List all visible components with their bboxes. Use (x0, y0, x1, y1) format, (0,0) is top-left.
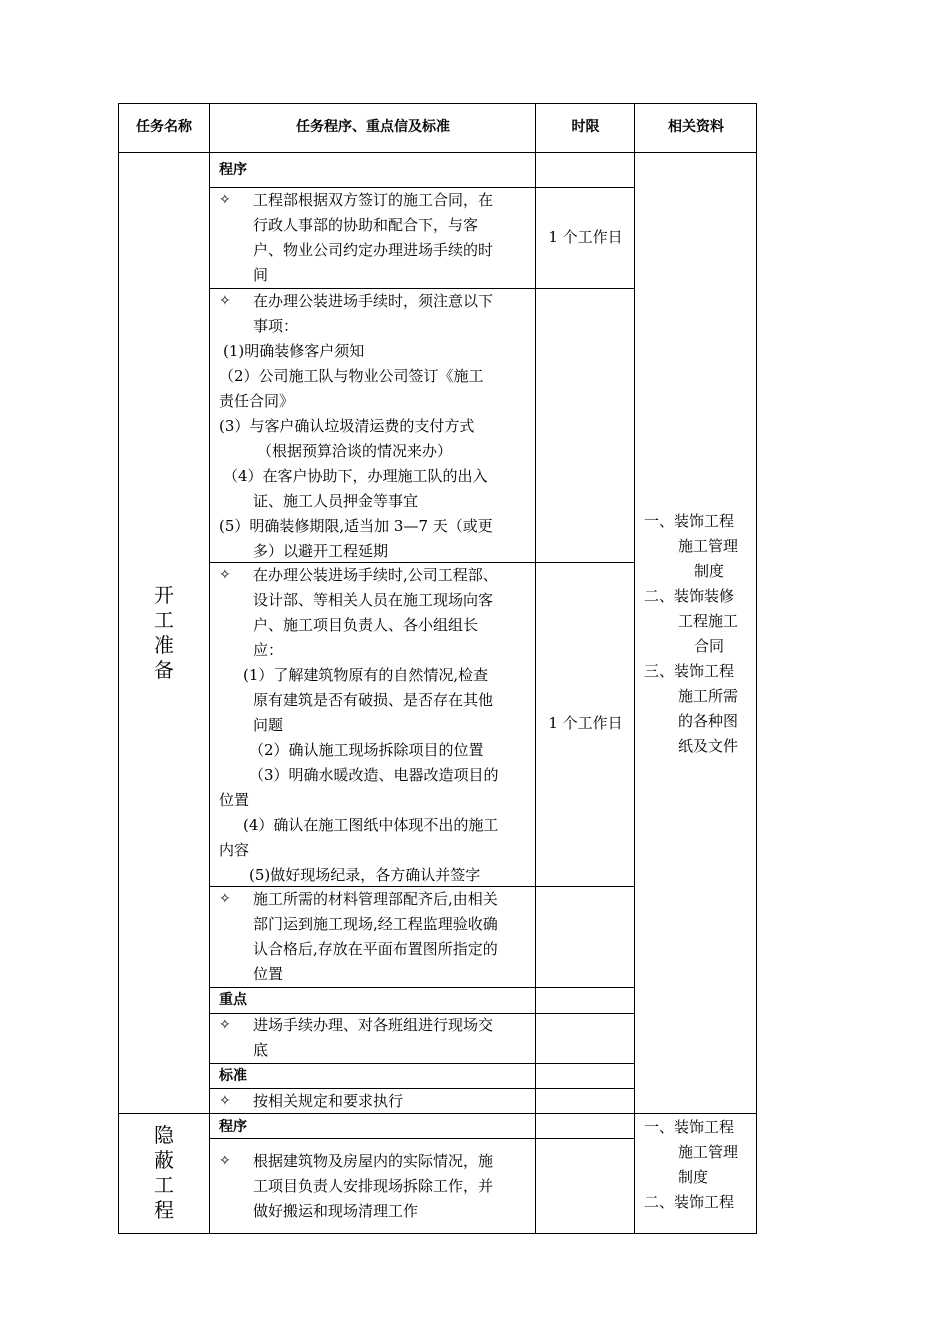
item4-text: 施工所需的材料管理部配齐后,由相关 部门运到施工现场,经工程监理验收确 认合格后,存放在平面布置图所指定的 位置 (253, 890, 498, 983)
bullet-icon: ✧ (219, 1153, 231, 1169)
section-name-kaigong: 开 工 准 备 (154, 583, 174, 682)
item2-subitems: (1)明确装修客户须知 （2）公司施工队与物业公司签订《施工 责任合同》 (3）与客户确认垃圾清运费的支付方式 （根据预算洽谈的情况来办） （4）在客户协助下，办理施工队的出入 证、施工人员押金等事宜 (5）明确装修期限,适当加 3—7 天（或更 多）以避开工程延期 (219, 342, 493, 560)
bullet-icon: ✧ (219, 567, 231, 583)
item3-subitems: (1）了解建筑物原有的自然情况,检查 原有建筑是否有破损、是否存在其他 问题 （2）确认施工现场拆除项目的位置 （3）明确水暖改造、电器改造项目的 位置 (4）确认在施工图纸中体现不出的施工 内容 (5)做好现场纪录，各方确认并签字 (219, 666, 499, 884)
bullet-icon: ✧ (219, 293, 231, 309)
header-procedure: 任务程序、重点信及标准 (296, 119, 450, 135)
label-key-points: 重点 (219, 992, 247, 1008)
item3-time-limit: 1 个工作日 (548, 714, 623, 732)
bullet-icon: ✧ (219, 1017, 231, 1033)
section-name-yinbi: 隐 蔽 工 程 (154, 1123, 174, 1222)
item2-text: 在办理公装进场手续时，须注意以下 事项： (253, 292, 494, 335)
section1-references: 一、装饰工程 施工管理 制度 二、装饰装修 工程施工 合同 三、装饰工程 施工所需 的各种图 纸及文件 (644, 512, 739, 755)
header-references: 相关资料 (668, 119, 724, 135)
label-standard: 标准 (219, 1068, 247, 1084)
header-time-limit: 时限 (571, 119, 600, 135)
item1-text: 工程部根据双方签订的施工合同，在 行政人事部的协助和配合下，与客 户、物业公司约定办理进场手续的时 间 (253, 191, 494, 284)
bullet-icon: ✧ (219, 1093, 231, 1109)
section2-references: 一、装饰工程 施工管理 制度 二、装饰工程 (644, 1118, 739, 1211)
item1-time-limit: 1 个工作日 (548, 228, 623, 246)
task-table (118, 103, 757, 1234)
header-task-name: 任务名称 (136, 119, 192, 135)
standard-text: 按相关规定和要求执行 (253, 1092, 404, 1110)
label-procedure: 程序 (219, 162, 247, 178)
label-procedure-2: 程序 (219, 1119, 247, 1135)
bullet-icon: ✧ (219, 192, 231, 208)
item3-text: 在办理公装进场手续时,公司工程部、 设计部、等相关人员在施工现场向客 户、施工项目负责人、各小组组长 应： (253, 566, 498, 659)
bullet-icon: ✧ (219, 891, 231, 907)
key-points-text: 进场手续办理、对各班组进行现场交 底 (253, 1016, 494, 1059)
section2-item1-text: 根据建筑物及房屋内的实际情况，施 工项目负责人安排现场拆除工作，并 做好搬运和现场清理工作 (253, 1152, 494, 1220)
